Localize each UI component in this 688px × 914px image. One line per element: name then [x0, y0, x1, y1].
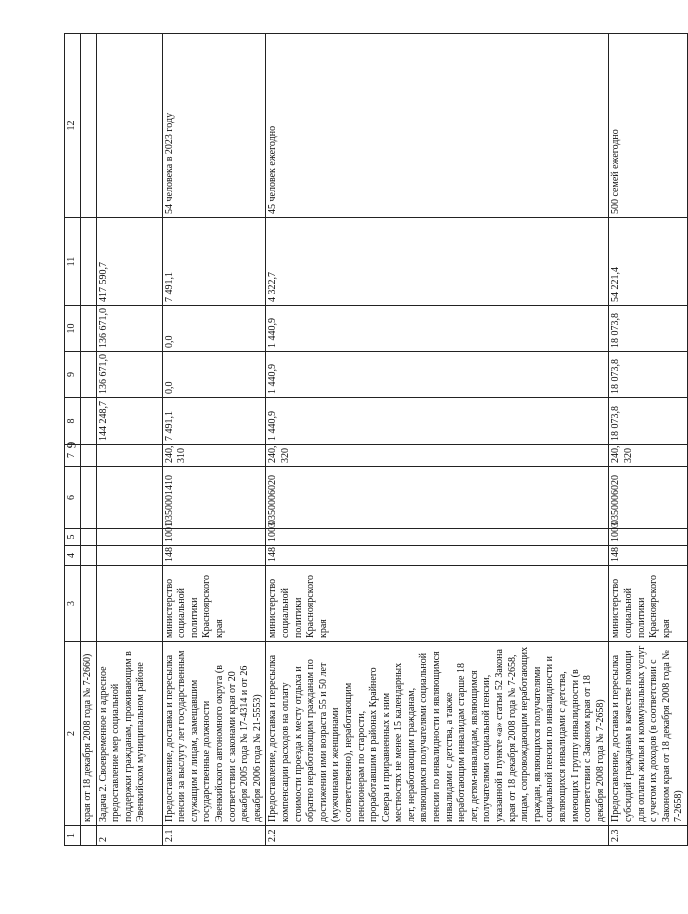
- row-result: 54 человека в 2023 году: [162, 34, 266, 218]
- row-year2: 18 073,8: [609, 352, 688, 398]
- row-total: 4 322,7: [266, 218, 609, 306]
- header-cell: 11: [65, 218, 81, 306]
- table-row: [266, 34, 609, 846]
- table-row: [162, 34, 266, 846]
- row-year2: 136 671,0: [96, 352, 162, 398]
- row-executor: [96, 566, 162, 642]
- row-grbs: 148: [609, 546, 688, 566]
- header-cell: 3: [65, 566, 81, 642]
- row-total: 7 491,1: [162, 218, 266, 306]
- program-table-wrapper: [64, 34, 685, 846]
- row-rzpr: [96, 529, 162, 546]
- row-vr: [96, 445, 162, 467]
- row-year1: 7 491,1: [162, 398, 266, 445]
- row-grbs: 148: [266, 546, 609, 566]
- row-total: 417 590,7: [96, 218, 162, 306]
- row-name: Предоставление, доставка и пересылка компенсации расходов на оплату стоимости проезда к месту отдыха и обратно неработающим гражданам по достижении ими возраста 55 и 50 лет (мужчинами и женщинами соответственно), неработающим пенсионерам по старости, проработавшим в районах Крайнего Севера и приравненных к ним местностях не менее 15 календарных лет, неработающим гражданам, являющимся получателями социальной пенсии по инвалидности и являющимся инвалидами с детства, а также неработающим инвалидам старше 18 лет, детям-инвалидам, являющимся получателями социальной пенсии, указанной в пункте «а» статьи 52 Закона края от 18 декабря 2008 года № 7-2658, лицам, сопровождающим неработающих граждан, являющихся получателями социальной пенсии по инвалидности и являющихся инвалидами с детства, имеющих I группу инвалидности (в соответствии с Законом края от 18 декабря 2008 года № 7-2658): [266, 642, 609, 826]
- row-executor: министерство социальной политики Красноярского края: [609, 566, 688, 642]
- row-vr: 240, 310: [162, 445, 266, 467]
- row-result: 45 человек ежегодно: [266, 34, 609, 218]
- row-number: 2.2: [266, 826, 609, 846]
- program-activities-table: [64, 33, 688, 846]
- row-rzpr: 1003: [609, 529, 688, 546]
- row-number: 2.3: [609, 826, 688, 846]
- header-cell: 1: [65, 826, 81, 846]
- row-executor: министерство социальной политики Красноярского края: [266, 566, 609, 642]
- row-year3: 136 671,0: [96, 306, 162, 352]
- row-csr: 0350006020: [266, 467, 609, 529]
- row-vr: 240, 320: [609, 445, 688, 467]
- header-row: [65, 34, 81, 846]
- row-csr: 0350006020: [609, 467, 688, 529]
- row-name: Предоставление, доставка и пересылка субсидий гражданам в качестве помощи для оплаты жилья и коммунальных услуг с учетом их доходов (в соответствии с Законом края от 18 декабря 2008 года № 7-2658): [609, 642, 688, 826]
- row-csr: 0350001410: [162, 467, 266, 529]
- header-cell: 2: [65, 642, 81, 826]
- header-cell: 12: [65, 34, 81, 218]
- row-year3: 0,0: [162, 306, 266, 352]
- row-rzpr: 1001: [162, 529, 266, 546]
- row-year2: 1 440,9: [266, 352, 609, 398]
- row-result: 500 семей ежегодно: [609, 34, 688, 218]
- row-year3: 18 073,8: [609, 306, 688, 352]
- row-vr: 240, 320: [266, 445, 609, 467]
- row-grbs: [96, 546, 162, 566]
- table-row: [96, 34, 162, 846]
- row-year1: 1 440,9: [266, 398, 609, 445]
- header-cell: 6: [65, 467, 81, 529]
- row-csr: [96, 467, 162, 529]
- row-grbs: 148: [162, 546, 266, 566]
- row-year1: 18 073,8: [609, 398, 688, 445]
- header-cell: 4: [65, 546, 81, 566]
- row-rzpr: 1003: [266, 529, 609, 546]
- row-name: Предоставление, доставка и пересылка пенсии за выслугу лет государственным служащим и лицам, замещавшим государственные должности Эвенкийского автономного округа (в соответствии с законами края от 20 декабря 2005 года № 17-4314 и от 26 декабря 2006 года № 21-5553): [162, 642, 266, 826]
- continuation-text: края от 18 декабря 2008 года № 7-2660): [81, 642, 97, 826]
- header-cell: 10: [65, 306, 81, 352]
- row-total: 54 221,4: [609, 218, 688, 306]
- row-year1: 144 248,7: [96, 398, 162, 445]
- page-number: 9: [63, 441, 79, 449]
- table-row: [81, 34, 97, 846]
- header-cell: 8: [65, 398, 81, 445]
- row-year2: 0,0: [162, 352, 266, 398]
- header-cell: 9: [65, 352, 81, 398]
- row-number: 2.1: [162, 826, 266, 846]
- row-name: Задача 2. Своевременное и адресное предоставление мер социальной поддержки гражданам, проживающим в Эвенкийском муниципальном районе: [96, 642, 162, 826]
- row-executor: министерство социальной политики Красноярского края: [162, 566, 266, 642]
- row-result: [96, 34, 162, 218]
- row-year3: 1 440,9: [266, 306, 609, 352]
- header-cell: 7: [65, 445, 81, 467]
- table-row: [609, 34, 688, 846]
- header-cell: 5: [65, 529, 81, 546]
- row-number: 2: [96, 826, 162, 846]
